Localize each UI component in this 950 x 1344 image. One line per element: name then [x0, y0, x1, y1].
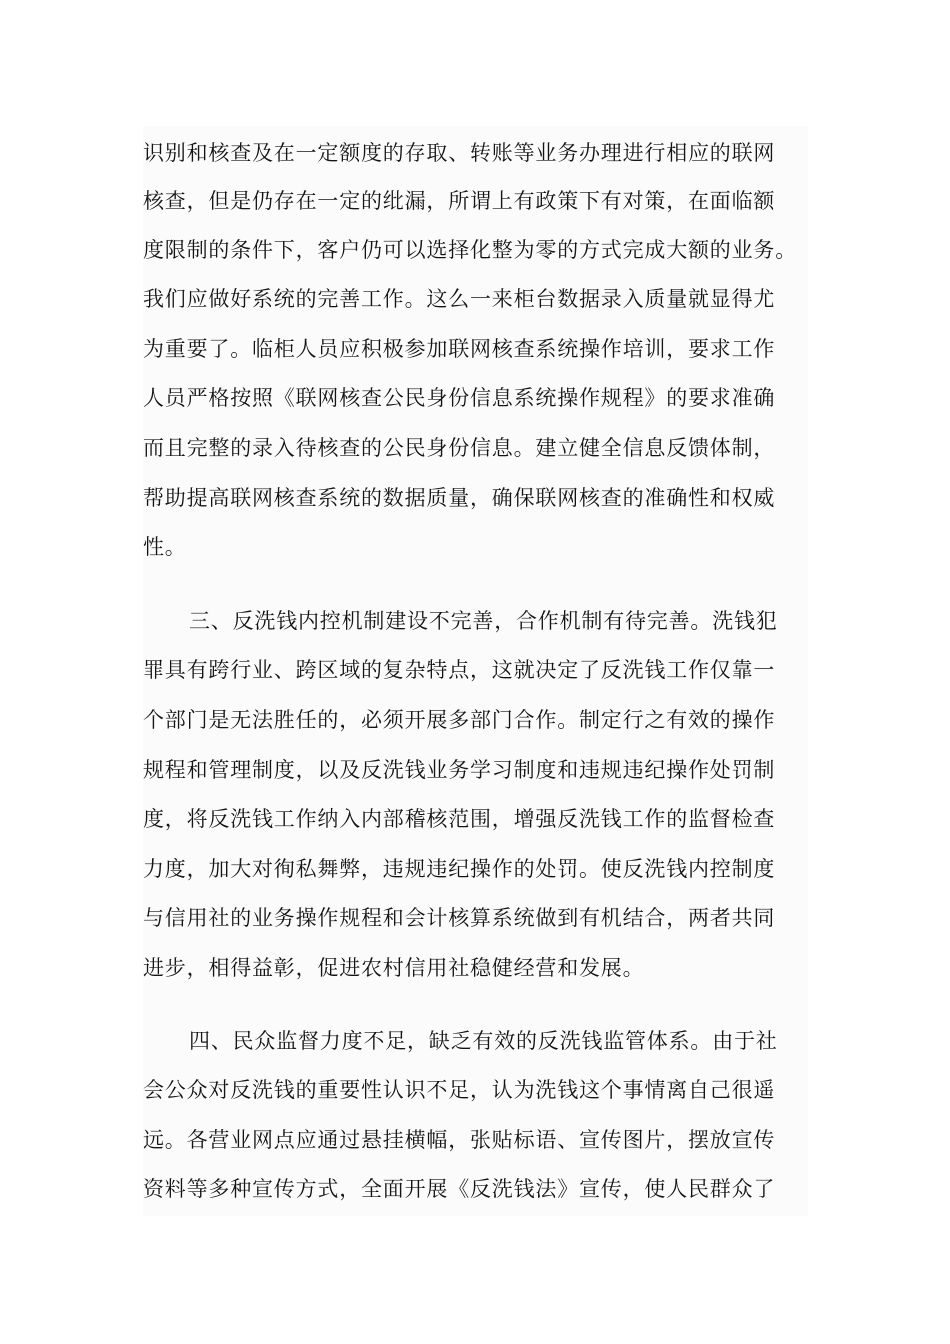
text-line: 帮助提高联网核查系统的数据质量，确保联网核查的准确性和权威 [143, 486, 776, 510]
text-line: 我们应做好系统的完善工作。这么一来柜台数据录入质量就显得尤 [143, 287, 776, 311]
text-line: 性。 [143, 535, 187, 559]
paragraph-heading-line: 三、反洗钱内控机制建设不完善，合作机制有待完善。洗钱犯 [189, 609, 778, 633]
text-line: 罪具有跨行业、跨区域的复杂特点，这就决定了反洗钱工作仅靠一 [143, 658, 776, 682]
paragraph-heading-line: 四、民众监督力度不足，缺乏有效的反洗钱监管体系。由于社 [189, 1029, 778, 1053]
text-line: 个部门是无法胜任的，必须开展多部门合作。制定行之有效的操作 [143, 708, 776, 732]
text-line: 度，将反洗钱工作纳入内部稽核范围，增强反洗钱工作的监督检查 [143, 807, 776, 831]
text-line: 规程和管理制度，以及反洗钱业务学习制度和违规违纪操作处罚制 [143, 758, 776, 782]
text-line: 会公众对反洗钱的重要性认识不足，认为洗钱这个事情离自己很遥 [143, 1078, 776, 1102]
text-line: 识别和核查及在一定额度的存取、转账等业务办理进行相应的联网 [143, 141, 776, 165]
text-line: 与信用社的业务操作规程和会计核算系统做到有机结合，两者共同 [143, 906, 776, 930]
text-line: 而且完整的录入待核查的公民身份信息。建立健全信息反馈体制， [143, 436, 776, 460]
text-line: 核查，但是仍存在一定的纰漏，所谓上有政策下有对策，在面临额 [143, 189, 776, 213]
text-line: 人员严格按照《联网核查公民身份信息系统操作规程》的要求准确 [143, 386, 776, 410]
text-line: 力度，加大对徇私舞弊，违规违纪操作的处罚。使反洗钱内控制度 [143, 857, 776, 881]
text-line: 远。各营业网点应通过悬挂横幅，张贴标语、宣传图片，摆放宣传 [143, 1128, 776, 1152]
text-line: 度限制的条件下，客户仍可以选择化整为零的方式完成大额的业务。 [143, 238, 797, 262]
text-line: 进步，相得益彰，促进农村信用社稳健经营和发展。 [143, 956, 645, 980]
text-line: 资料等多种宣传方式，全面开展《反洗钱法》宣传，使人民群众了 [143, 1177, 776, 1201]
text-line: 为重要了。临柜人员应积极参加联网核查系统操作培训，要求工作 [143, 337, 776, 361]
